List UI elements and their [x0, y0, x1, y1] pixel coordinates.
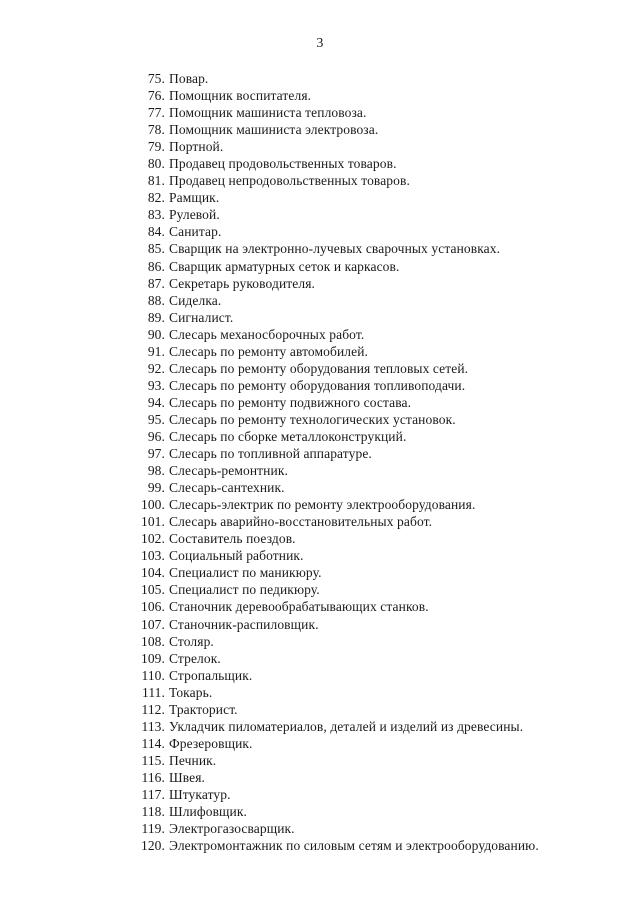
list-item — [131, 189, 611, 206]
list-item-number: 102. — [140, 531, 165, 547]
list-item — [131, 292, 611, 309]
list-item-number: 91. — [147, 343, 165, 359]
list-item-number: 100. — [140, 497, 165, 513]
list-item-number: 113. — [141, 718, 165, 734]
list-item — [131, 581, 611, 598]
list-item-text: Портной. — [169, 139, 224, 155]
list-item-text: Повар. — [169, 71, 209, 86]
list-item — [131, 735, 611, 752]
list-item-text: Слесарь по ремонту автомобилей. — [169, 343, 369, 359]
list-item-number: 112. — [141, 701, 165, 717]
list-item-number: 83. — [147, 207, 165, 223]
list-item-number: 97. — [147, 446, 165, 462]
list-item-text: Слесарь-электрик по ремонту электрооборудования. — [169, 497, 476, 513]
list-item — [131, 633, 611, 650]
list-item — [131, 172, 611, 189]
list-item-text: Электрогазосварщик. — [169, 821, 295, 837]
list-item-text: Помощник машиниста тепловоза. — [169, 105, 367, 121]
list-item — [131, 769, 611, 786]
list-item-text: Печник. — [169, 752, 217, 768]
list-item-text: Слесарь-сантехник. — [169, 480, 285, 496]
list-item — [131, 445, 611, 462]
list-item — [131, 479, 611, 496]
list-item-number: 93. — [147, 377, 165, 393]
list-item — [131, 701, 611, 718]
list-item — [131, 547, 611, 564]
list-item-number: 117. — [141, 786, 165, 802]
list-item-number: 75. — [147, 71, 165, 86]
list-item-number: 118. — [141, 804, 165, 820]
list-item — [131, 121, 611, 138]
list-item — [131, 684, 611, 701]
list-item-text: Слесарь-ремонтник. — [169, 463, 288, 479]
list-item — [131, 70, 611, 87]
list-item — [131, 377, 611, 394]
list-item-number: 119. — [141, 821, 165, 837]
list-item-text: Продавец непродовольственных товаров. — [169, 173, 410, 189]
list-item-text: Слесарь по топливной аппаратуре. — [169, 446, 372, 462]
list-item-text: Сварщик на электронно-лучевых сварочных установках. — [169, 241, 501, 257]
list-item-text: Токарь. — [169, 684, 213, 700]
list-item — [131, 667, 611, 684]
list-item-text: Рулевой. — [169, 207, 220, 223]
list-item-text: Специалист по маникюру. — [169, 565, 322, 581]
list-item-text: Помощник воспитателя. — [169, 88, 312, 104]
list-item-text: Стрелок. — [169, 650, 221, 666]
list-item — [131, 598, 611, 615]
list-item-number: 96. — [147, 428, 165, 444]
list-item-number: 79. — [147, 139, 165, 155]
list-item-text: Тракторист. — [169, 701, 238, 717]
list-item-text: Слесарь по ремонту технологических установок. — [169, 411, 456, 427]
list-item — [131, 837, 611, 854]
list-item-number: 105. — [140, 582, 165, 598]
list-item-text: Рамщик. — [169, 190, 220, 206]
list-item-text: Фрезеровщик. — [169, 735, 253, 751]
list-item-text: Шлифовщик. — [169, 804, 248, 820]
list-item-text: Социальный работник. — [169, 548, 304, 564]
list-item — [131, 206, 611, 223]
list-item-number: 80. — [147, 156, 165, 172]
list-item — [131, 752, 611, 769]
list-item-text: Помощник машиниста электровоза. — [169, 122, 379, 138]
list-item-text: Слесарь по ремонту оборудования тепловых сетей. — [169, 360, 469, 376]
list-item-text: Станочник-распиловщик. — [169, 616, 319, 632]
list-item — [131, 343, 611, 360]
list-item-text: Укладчик пиломатериалов, деталей и изделий из древесины. — [169, 718, 524, 734]
list-item — [131, 411, 611, 428]
list-item-number: 110. — [141, 667, 165, 683]
list-item — [131, 462, 611, 479]
list-item — [131, 513, 611, 530]
list-item-text: Слесарь механосборочных работ. — [169, 326, 365, 342]
list-item-text: Стропальщик. — [169, 667, 253, 683]
list-item — [131, 428, 611, 445]
list-item-number: 116. — [141, 769, 165, 785]
page-number: 3 — [316, 36, 324, 51]
list-item-text: Сварщик арматурных сеток и каркасов. — [169, 258, 400, 274]
list-item — [131, 394, 611, 411]
list-item-number: 87. — [147, 275, 165, 291]
list-item — [131, 786, 611, 803]
list-item — [131, 650, 611, 667]
list-item-number: 94. — [147, 394, 165, 410]
list-item-text: Столяр. — [169, 633, 214, 649]
list-item — [131, 309, 611, 326]
list-item-number: 81. — [147, 173, 165, 189]
list-item-number: 82. — [147, 190, 165, 206]
list-item-number: 98. — [147, 463, 165, 479]
list-item — [131, 820, 611, 837]
list-item-text: Сигналист. — [169, 309, 234, 325]
list-item-text: Слесарь аварийно-восстановительных работ. — [169, 514, 433, 530]
list-item — [131, 104, 611, 121]
list-item-number: 90. — [147, 326, 165, 342]
list-item-number: 99. — [147, 480, 165, 496]
list-item-number: 76. — [147, 88, 165, 104]
list-item — [131, 360, 611, 377]
list-item-number: 89. — [147, 309, 165, 325]
list-item — [131, 223, 611, 240]
list-item — [131, 530, 611, 547]
list-item — [131, 803, 611, 820]
list-item-number: 88. — [147, 292, 165, 308]
list-item-number: 114. — [141, 735, 165, 751]
list-item-text: Слесарь по ремонту подвижного состава. — [169, 394, 412, 410]
list-item-number: 85. — [147, 241, 165, 257]
list-item-text: Слесарь по ремонту оборудования топливоподачи. — [169, 377, 466, 393]
list-item-number: 106. — [140, 599, 165, 615]
list-item-text: Электромонтажник по силовым сетям и электрооборудованию. — [169, 838, 539, 854]
list-item-text: Составитель поездов. — [169, 531, 296, 547]
list-item-number: 95. — [147, 411, 165, 427]
list-item-number: 108. — [140, 633, 165, 649]
list-item-number: 109. — [140, 650, 165, 666]
list-item-number: 111. — [141, 684, 165, 700]
list-item — [131, 326, 611, 343]
list-item-text: Продавец продовольственных товаров. — [169, 156, 397, 172]
list-item-text: Специалист по педикюру. — [169, 582, 320, 598]
list-item-text: Станочник деревообрабатывающих станков. — [169, 599, 429, 615]
list-item-number: 101. — [140, 514, 165, 530]
list-item-number: 77. — [147, 105, 165, 121]
list-item-number: 84. — [147, 224, 165, 240]
list-item-number: 120. — [140, 838, 165, 854]
list-item-number: 107. — [140, 616, 165, 632]
list-item-number: 115. — [141, 752, 165, 768]
list-item — [131, 155, 611, 172]
list-item-text: Сиделка. — [169, 292, 222, 308]
list-item — [131, 718, 611, 735]
list-item-number: 92. — [147, 360, 165, 376]
list-item-text: Секретарь руководителя. — [169, 275, 315, 291]
list-item — [131, 564, 611, 581]
list-item-text: Санитар. — [169, 224, 222, 240]
list-item-number: 78. — [147, 122, 165, 138]
list-item — [131, 138, 611, 155]
list-item-number: 86. — [147, 258, 165, 274]
list-item — [131, 240, 611, 257]
list-item — [131, 275, 611, 292]
list-item — [131, 496, 611, 513]
list-item — [131, 87, 611, 104]
list-item-text: Штукатур. — [169, 786, 231, 802]
list-item-number: 103. — [140, 548, 165, 564]
list-item-number: 104. — [140, 565, 165, 581]
list-item — [131, 616, 611, 633]
list-item-text: Слесарь по сборке металлоконструкций. — [169, 428, 407, 444]
list-item — [131, 258, 611, 275]
list-item-text: Швея. — [169, 769, 205, 785]
profession-list — [131, 70, 611, 854]
